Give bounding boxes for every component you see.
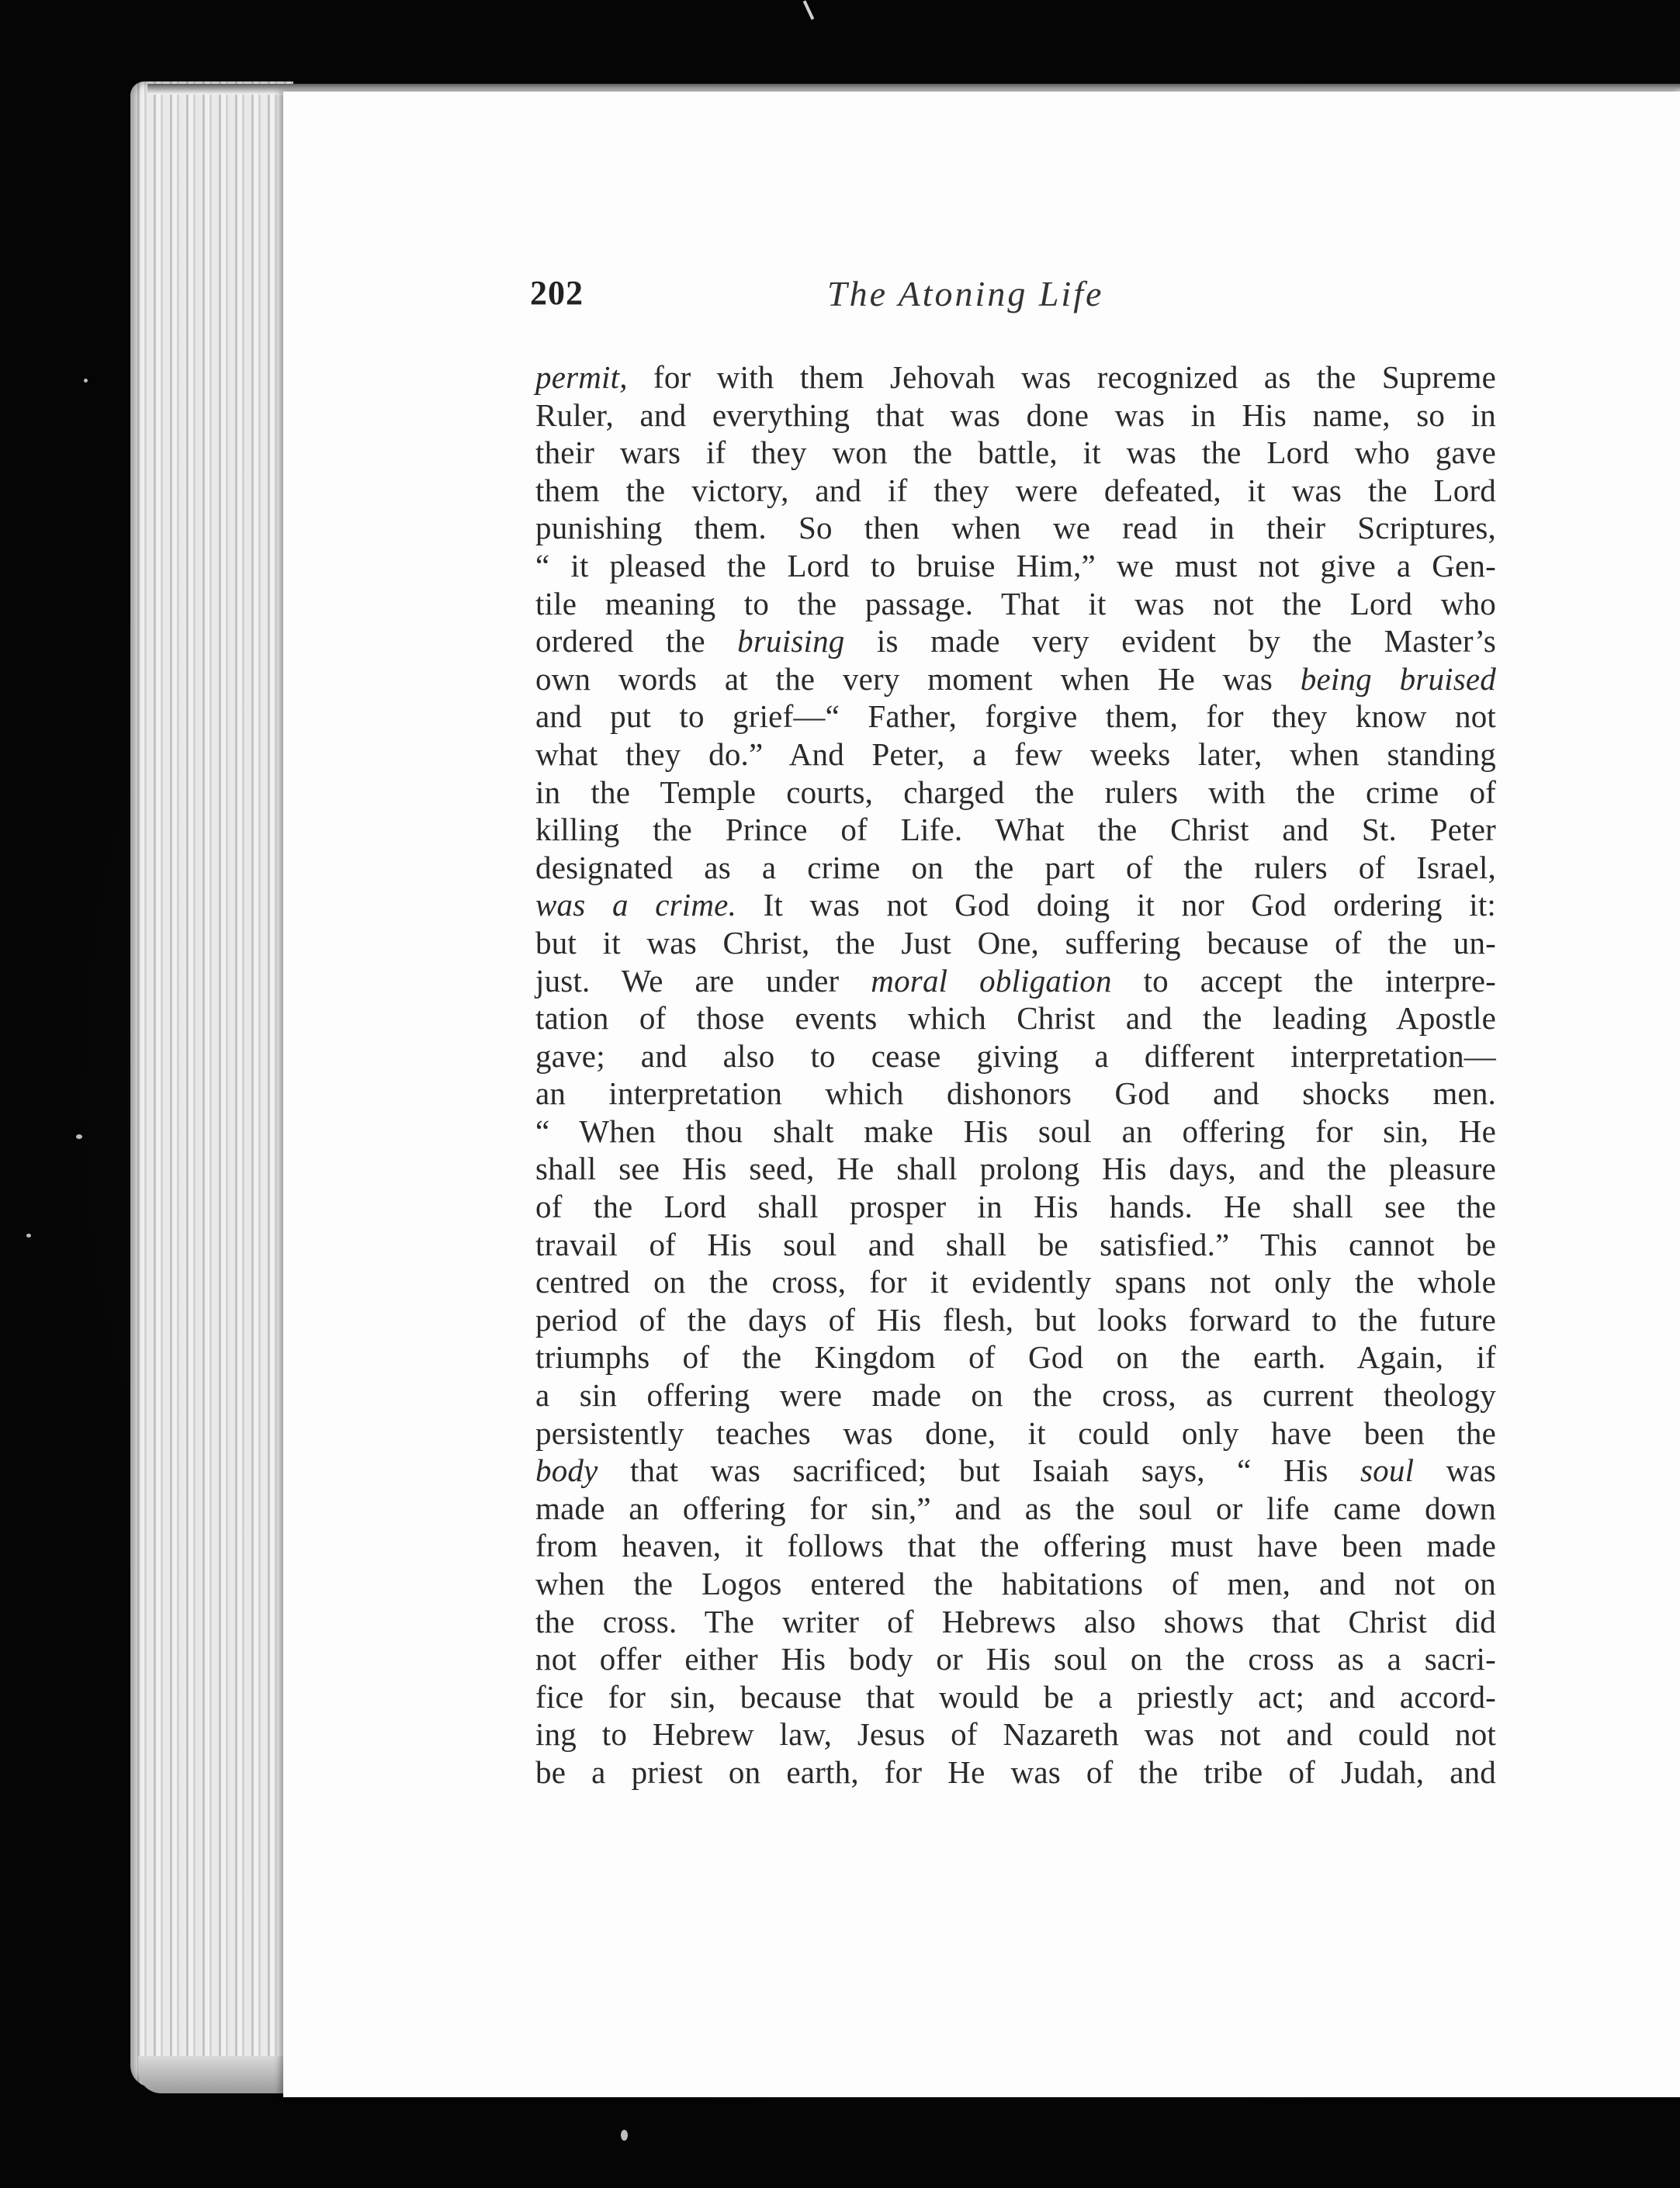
text-segment: when the Logos entered the habitations of men, and not on xyxy=(535,1566,1496,1601)
text-line xyxy=(535,660,1496,698)
text-line xyxy=(535,1113,1496,1151)
italic-text: soul xyxy=(1360,1452,1415,1489)
text-line xyxy=(535,774,1496,812)
text-line xyxy=(535,509,1496,547)
text-segment: from heaven, it follows that the offering must have been made xyxy=(535,1528,1496,1564)
text-segment: designated as a crime on the part of the rulers of Israel, xyxy=(535,849,1496,885)
italic-text: moral obligation xyxy=(871,962,1112,999)
running-head xyxy=(530,273,1500,327)
text-segment: to accept the interpre- xyxy=(1111,962,1496,999)
text-segment: is made very evident by the Master’s xyxy=(844,623,1496,660)
text-segment: killing the Prince of Life. What the Christ and St. Peter xyxy=(535,812,1496,848)
text-line xyxy=(535,396,1496,434)
text-segment: what they do.” And Peter, a few weeks later, when standing xyxy=(535,736,1496,772)
text-line xyxy=(535,622,1496,660)
text-line xyxy=(535,849,1496,887)
text-line xyxy=(535,1376,1496,1414)
text-line xyxy=(535,1301,1496,1339)
text-line xyxy=(535,358,1496,396)
text-line xyxy=(535,1603,1496,1641)
page-number: 202 xyxy=(530,274,584,312)
text-segment: persistently teaches was done, it could only have been the xyxy=(535,1414,1496,1451)
text-segment: them the victory, and if they were defeated, it was the Lord xyxy=(535,472,1496,508)
body-text xyxy=(535,358,1496,1792)
italic-text: body xyxy=(535,1452,598,1489)
text-line xyxy=(535,736,1496,774)
text-line xyxy=(535,886,1496,924)
text-segment: fice for sin, because that would be a priestly act; and accord- xyxy=(535,1678,1496,1715)
text-segment: in the Temple courts, charged the rulers with the crime of xyxy=(535,774,1496,810)
text-segment: “ When thou shalt make His soul an offering for sin, He xyxy=(535,1113,1496,1149)
text-segment: shall see His seed, He shall prolong His days, and the pleasure xyxy=(535,1151,1496,1187)
text-line xyxy=(535,1263,1496,1301)
text-line xyxy=(535,1075,1496,1113)
scan-speck xyxy=(76,1134,82,1139)
text-segment: a sin offering were made on the cross, as current theology xyxy=(535,1377,1496,1414)
text-line xyxy=(535,1414,1496,1452)
text-line xyxy=(535,1452,1496,1490)
text-line xyxy=(535,472,1496,510)
text-line xyxy=(535,585,1496,623)
text-segment: an interpretation which dishonors God and shocks men. xyxy=(535,1075,1496,1112)
page-edges xyxy=(130,81,293,2087)
text-segment: that was sacrificed; but Isaiah says, “ His xyxy=(598,1452,1361,1489)
italic-text: bruising xyxy=(737,623,845,660)
text-line xyxy=(535,1754,1496,1792)
text-line xyxy=(535,1338,1496,1376)
text-segment: “ it pleased the Lord to bruise Him,” we must not give a Gen- xyxy=(535,547,1496,583)
text-segment: of the Lord shall prosper in His hands. He shall see the xyxy=(535,1189,1496,1225)
text-line xyxy=(535,1226,1496,1264)
text-line xyxy=(535,1188,1496,1226)
text-segment: made an offering for sin,” and as the soul or life came down xyxy=(535,1490,1496,1526)
text-segment: was xyxy=(1414,1452,1496,1489)
text-segment: the cross. The writer of Hebrews also shows that Christ did xyxy=(535,1603,1496,1639)
text-line xyxy=(535,434,1496,472)
text-segment: punishing them. So then when we read in their Scriptures, xyxy=(535,510,1496,546)
scan-speck xyxy=(26,1234,31,1238)
text-segment: tile meaning to the passage. That it was not the Lord who xyxy=(535,585,1496,621)
text-segment: be a priest on earth, for He was of the tribe of Judah, and xyxy=(535,1754,1496,1790)
text-segment: ing to Hebrew law, Jesus of Nazareth was not and could not xyxy=(535,1716,1496,1753)
text-segment: gave; and also to cease giving a different interpretation— xyxy=(535,1037,1496,1074)
text-line xyxy=(535,1640,1496,1678)
text-segment: and put to grief—“ Father, forgive them, for they know not xyxy=(535,698,1496,735)
text-line xyxy=(535,1565,1496,1603)
text-segment: It was not God doing it nor God ordering it: xyxy=(736,887,1497,923)
text-segment: travail of His soul and shall be satisfied.” This cannot be xyxy=(535,1226,1496,1262)
text-line xyxy=(535,962,1496,1000)
text-segment: ordered the xyxy=(535,623,738,660)
text-line xyxy=(535,547,1496,585)
text-line xyxy=(535,924,1496,962)
text-segment: Ruler, and everything that was done was in His name, so in xyxy=(535,396,1496,433)
text-line xyxy=(535,1037,1496,1075)
text-line xyxy=(535,1490,1496,1528)
italic-text: being bruised xyxy=(1300,660,1496,697)
text-segment: not offer either His body or His soul on the cross as a sacri- xyxy=(535,1641,1496,1677)
text-segment: but it was Christ, the Just One, suffering because of the un- xyxy=(535,924,1496,961)
text-line xyxy=(535,999,1496,1037)
text-segment: period of the days of His flesh, but looks forward to the future xyxy=(535,1301,1496,1338)
text-segment: for with them Jehovah was recognized as the Supreme xyxy=(627,359,1496,395)
scan-speck xyxy=(621,2130,628,2141)
text-segment: triumphs of the Kingdom of God on the earth. Again, if xyxy=(535,1339,1496,1376)
text-segment: their wars if they won the battle, it was the Lord who gave xyxy=(535,434,1496,471)
italic-text: was a crime. xyxy=(535,887,737,923)
text-line xyxy=(535,1678,1496,1716)
text-line xyxy=(535,811,1496,849)
text-segment: own words at the very moment when He was xyxy=(535,660,1301,697)
text-line xyxy=(535,1715,1496,1754)
text-segment: just. We are under xyxy=(535,962,871,999)
scan-speck xyxy=(84,379,88,383)
text-segment: tation of those events which Christ and the leading Apostle xyxy=(535,1000,1496,1037)
italic-text: permit, xyxy=(535,359,628,395)
book-title: The Atoning Life xyxy=(827,274,1104,313)
text-line xyxy=(535,1527,1496,1565)
text-segment: centred on the cross, for it evidently spans not only the whole xyxy=(535,1264,1496,1300)
text-line xyxy=(535,1150,1496,1188)
text-line xyxy=(535,698,1496,736)
